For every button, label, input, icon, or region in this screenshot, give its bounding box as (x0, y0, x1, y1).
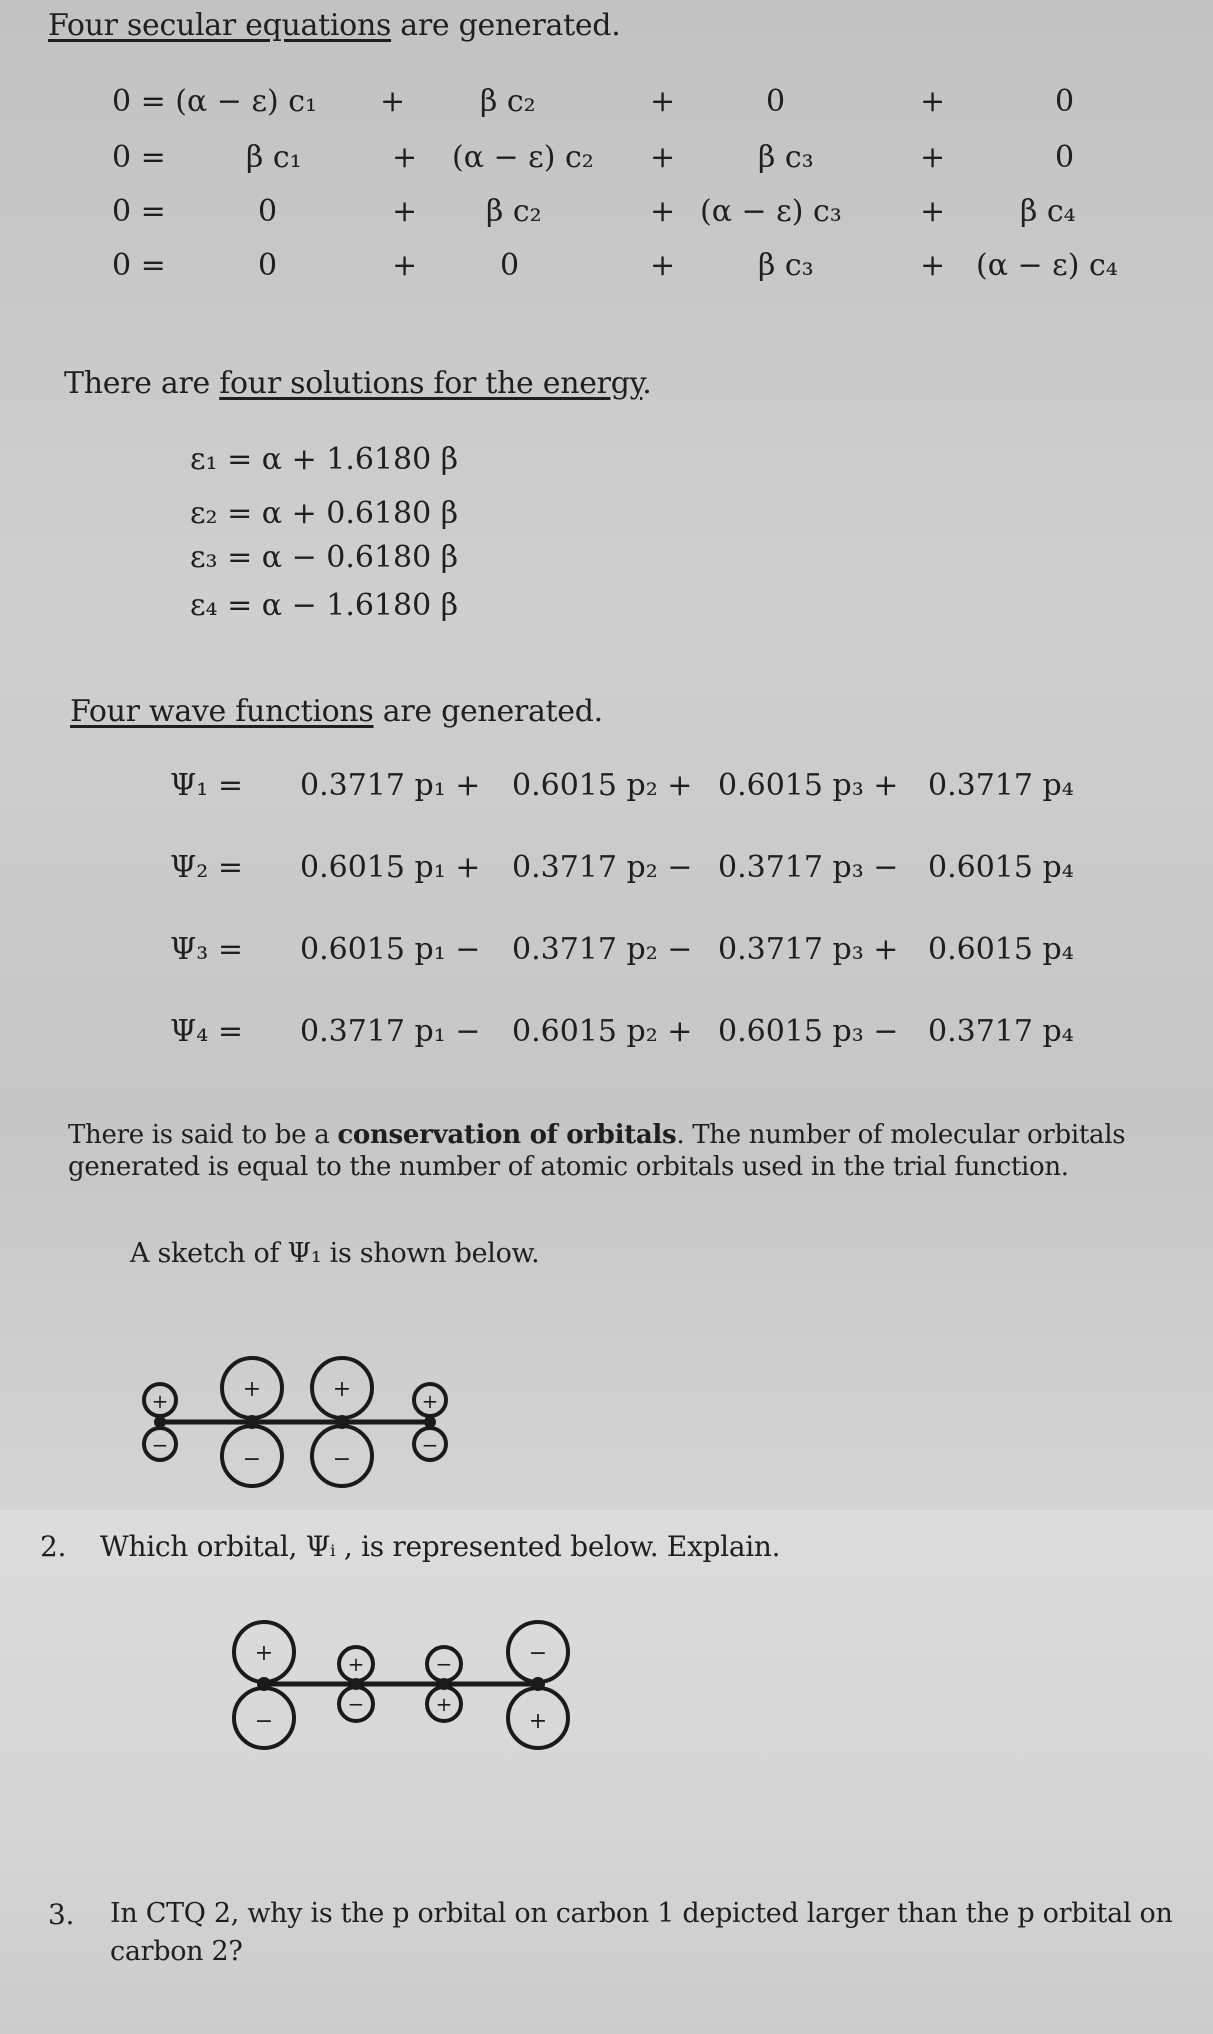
sec-r0-c5: + (920, 84, 946, 119)
energy-intro-underlined: four solutions for the energy (219, 366, 643, 401)
sec-r3-c6: + (920, 248, 946, 283)
conservation-bold: conservation of orbitals (337, 1120, 677, 1150)
psi1-sketch (130, 1338, 470, 1508)
conservation-line-2: generated is equal to the number of atomic orbitals used in the trial function. (68, 1152, 1069, 1182)
psi1-sign-3-top: + (332, 1377, 352, 1402)
psi1-sign-2-bottom: − (242, 1447, 262, 1472)
wave-r3-c1: 0.3717 p₁ − (300, 1014, 481, 1049)
energy-line-4: ε₄ = α − 1.6180 β (190, 588, 459, 623)
sec-r3-c0: 0 = (112, 248, 166, 283)
q2-text: Which orbital, Ψᵢ , is represented below. Explain. (100, 1530, 781, 1563)
q2-number: 2. (40, 1530, 67, 1563)
q3-line-1: In CTQ 2, why is the p orbital on carbon 1 depicted larger than the p orbital on (110, 1898, 1173, 1929)
wave-r2-c2: 0.3717 p₂ − (512, 932, 693, 967)
wave-intro (70, 694, 603, 729)
wave-intro-underlined: Four wave functions (70, 694, 374, 729)
sec-r2-c2: + (392, 194, 418, 229)
q2-sign-4-top: − (528, 1641, 548, 1666)
wave-r3-c4: 0.3717 p₄ (928, 1014, 1074, 1049)
sec-r2-c5: (α − ε) c₃ (700, 194, 842, 229)
sec-r1-c5: β c₃ (758, 140, 814, 175)
wave-r2-c3: 0.3717 p₃ + (718, 932, 899, 967)
q2-nucleus-3 (438, 1678, 450, 1690)
q2-orbital-sketch (220, 1600, 580, 1770)
wave-r3-c3: 0.6015 p₃ − (718, 1014, 899, 1049)
q3-number: 3. (48, 1898, 75, 1931)
psi1-nucleus-1 (154, 1416, 166, 1428)
psi1-sign-1-top: + (151, 1389, 169, 1413)
q2-nucleus-2 (350, 1678, 362, 1690)
sec-r3-c4: + (650, 248, 676, 283)
psi1-sign-4-bottom: − (421, 1433, 439, 1457)
sketch-caption: A sketch of Ψ₁ is shown below. (130, 1238, 540, 1269)
sec-r0-c4: 0 (766, 84, 786, 119)
wave-r0-c0: Ψ₁ = (170, 768, 244, 803)
wave-r3-c2: 0.6015 p₂ + (512, 1014, 693, 1049)
psi1-nucleus-4 (424, 1416, 436, 1428)
sec-r2-c3: β c₂ (486, 194, 542, 229)
sec-r1-c6: + (920, 140, 946, 175)
sec-r3-c5: β c₃ (758, 248, 814, 283)
sec-r3-c7: (α − ε) c₄ (976, 248, 1118, 283)
q2-sign-3-bottom: + (435, 1692, 453, 1716)
psi1-sign-2-top: + (242, 1377, 262, 1402)
conservation-line-1 (68, 1120, 1125, 1150)
sec-r3-c3: 0 (500, 248, 520, 283)
wave-r0-c3: 0.6015 p₃ + (718, 768, 899, 803)
wave-r3-c0: Ψ₄ = (170, 1014, 244, 1049)
wave-r2-c4: 0.6015 p₄ (928, 932, 1074, 967)
conservation-pre: There is said to be a (68, 1120, 338, 1150)
conservation-post: . The number of molecular orbitals (676, 1120, 1126, 1150)
psi1-sign-3-bottom: − (332, 1447, 352, 1472)
sec-r2-c4: + (650, 194, 676, 229)
wave-r0-c4: 0.3717 p₄ (928, 768, 1074, 803)
sec-r1-c0: 0 = (112, 140, 166, 175)
wave-r1-c3: 0.3717 p₃ − (718, 850, 899, 885)
secular-intro (48, 8, 620, 43)
sec-r3-c1: 0 (258, 248, 278, 283)
secular-intro-underlined: Four secular equations (48, 8, 392, 43)
q2-sign-2-bottom: − (347, 1692, 365, 1716)
sec-r0-c3: + (650, 84, 676, 119)
sec-r0-c2: β c₂ (480, 84, 536, 119)
sec-r2-c6: + (920, 194, 946, 229)
sec-r1-c2: + (392, 140, 418, 175)
wave-intro-rest: are generated. (373, 694, 603, 729)
wave-r0-c2: 0.6015 p₂ + (512, 768, 693, 803)
energy-intro-pre: There are (64, 366, 220, 401)
q3-line-2: carbon 2? (110, 1936, 243, 1967)
psi1-nucleus-2 (245, 1415, 259, 1429)
q2-nucleus-1 (257, 1677, 271, 1691)
sec-r3-c2: + (392, 248, 418, 283)
q2-sign-1-bottom: − (254, 1709, 274, 1734)
q2-nucleus-4 (531, 1677, 545, 1691)
sec-r2-c0: 0 = (112, 194, 166, 229)
wave-r1-c1: 0.6015 p₁ + (300, 850, 481, 885)
wave-r2-c1: 0.6015 p₁ − (300, 932, 481, 967)
sec-r1-c1: β c₁ (246, 140, 302, 175)
energy-intro-post: . (642, 366, 652, 401)
sec-r0-c0: 0 = (α − ε) c₁ (112, 84, 318, 119)
sec-r2-c1: 0 (258, 194, 278, 229)
wave-r1-c4: 0.6015 p₄ (928, 850, 1074, 885)
sec-r0-c1: + (380, 84, 406, 119)
wave-r1-c2: 0.3717 p₂ − (512, 850, 693, 885)
secular-intro-rest: are generated. (391, 8, 621, 43)
q2-sign-1-top: + (254, 1641, 274, 1666)
sec-r1-c3: (α − ε) c₂ (452, 140, 594, 175)
sec-r0-c6: 0 (1055, 84, 1075, 119)
sec-r1-c4: + (650, 140, 676, 175)
psi1-sign-4-top: + (421, 1389, 439, 1413)
energy-line-1: ε₁ = α + 1.6180 β (190, 442, 459, 477)
energy-line-3: ε₃ = α − 0.6180 β (190, 540, 459, 575)
q2-sign-2-top: + (347, 1652, 365, 1676)
sec-r1-c7: 0 (1055, 140, 1075, 175)
energy-line-2: ε₂ = α + 0.6180 β (190, 496, 459, 531)
wave-r2-c0: Ψ₃ = (170, 932, 244, 967)
q2-sign-3-top: − (435, 1652, 453, 1676)
wave-r1-c0: Ψ₂ = (170, 850, 244, 885)
sec-r2-c7: β c₄ (1020, 194, 1076, 229)
psi1-nucleus-3 (335, 1415, 349, 1429)
q2-sign-4-bottom: + (528, 1709, 548, 1734)
energy-intro (64, 366, 652, 401)
psi1-sign-1-bottom: − (151, 1433, 169, 1457)
wave-r0-c1: 0.3717 p₁ + (300, 768, 481, 803)
